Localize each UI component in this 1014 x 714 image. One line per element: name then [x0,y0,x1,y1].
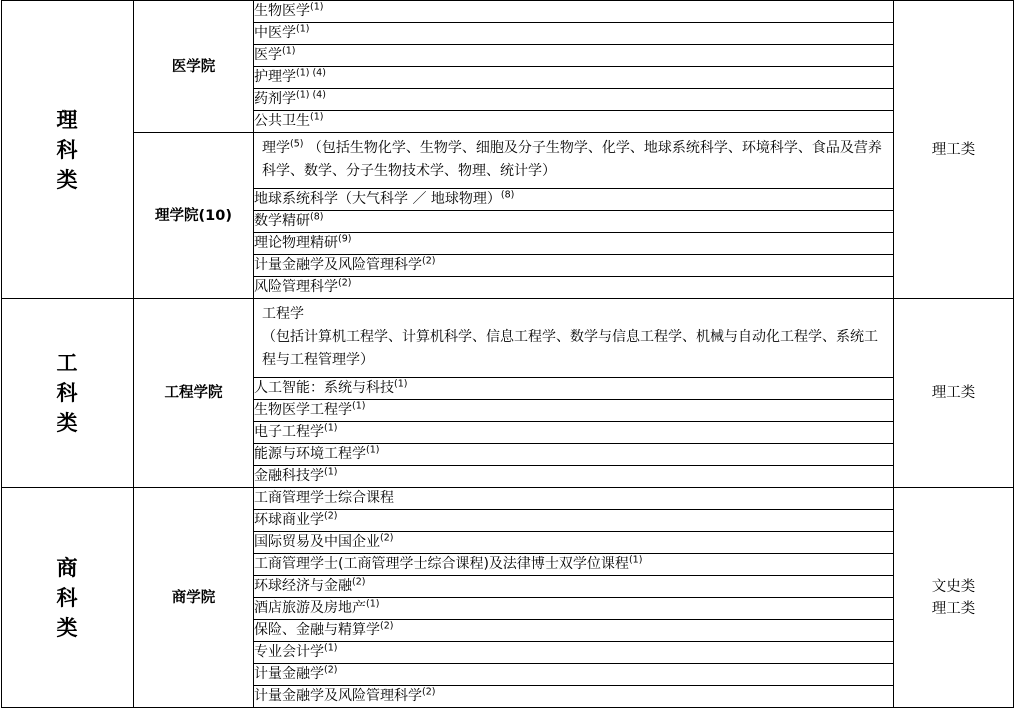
table-row [2,488,1014,510]
program-footnote-marker: (2) [324,510,338,522]
track-label: 文史类 [931,578,976,595]
program-label: 保险、金融与精算学 [254,622,380,638]
program-cell [254,277,894,299]
program-cell [254,576,894,598]
program-footnote-marker: (1) [366,444,380,456]
program-label: 能源与环境工程学 [254,446,366,462]
program-label: 环球商业学 [254,512,324,528]
program-footnote-marker: (2) [422,255,436,267]
program-label: 国际贸易及中国企业 [254,534,380,550]
program-label: 人工智能：系统与科技 [254,380,394,396]
program-cell [254,233,894,255]
program-footnote-marker: (2) [324,664,338,676]
program-cell [254,378,894,400]
program-cell [254,111,894,133]
program-label: 生物医学 [254,3,310,19]
category-cell [2,1,134,299]
category-cell [2,299,134,488]
program-footnote-marker: (1) [324,466,338,478]
category-label: 工科类 [56,351,79,435]
program-cell [254,299,894,378]
program-label: 生物医学工程学 [254,402,352,418]
table-row [2,133,1014,189]
program-footnote-marker: (1) [324,642,338,654]
program-footnote-marker: (2) [422,686,436,698]
school-label: 工程学院 [164,385,223,401]
program-label: 计量金融学 [254,666,324,682]
program-label: 地球系统科学（大气科学 ／ 地球物理） [254,191,501,207]
program-footnote-marker: (8) [310,211,324,223]
table-row [2,1,1014,23]
track-cell [894,299,1014,488]
school-cell [134,1,254,133]
track-cell [894,1,1014,299]
school-footnote-marker: (10) [198,207,232,224]
program-cell [254,23,894,45]
program-footnote-marker: (1) [310,111,324,123]
program-label: 数学精研 [254,213,310,229]
program-cell [254,664,894,686]
program-label: 电子工程学 [254,424,324,440]
track-label: 理工类 [931,385,976,401]
table-body [2,1,1014,708]
program-footnote-marker: (2) [380,620,394,632]
program-label: 药剂学 [254,91,296,107]
program-footnote-marker: (8) [500,189,515,201]
program-cell [254,642,894,664]
program-cell [254,189,894,211]
school-label: 医学院 [171,58,216,75]
program-footnote-marker: (2) [380,532,394,544]
program-cell [254,422,894,444]
program-label: 环球经济与金融 [254,578,352,594]
track-cell [894,488,1014,708]
program-cell [254,400,894,422]
school-cell [134,299,254,488]
program-footnote-marker: (2) [352,576,366,588]
program-footnote-marker: (2) [338,277,352,289]
program-cell [254,67,894,89]
program-footnote-marker: (1) [394,378,408,390]
program-cell [254,89,894,111]
track-label: 理工类 [931,141,976,158]
category-label: 理科类 [56,107,79,192]
program-cell [254,510,894,532]
school-cell [134,133,254,299]
program-cell [254,532,894,554]
school-label: 理学院 [155,207,199,224]
program-label: 风险管理科学 [254,279,338,295]
program-cell [254,466,894,488]
program-label: 计量金融学及风险管理科学 [254,688,422,704]
program-cell [254,620,894,642]
program-cell [254,488,894,510]
program-footnote-marker: (1) [628,554,643,566]
school-label: 商学院 [171,589,216,606]
category-cell [2,488,134,708]
program-cell [254,598,894,620]
program-footnote-marker: (1) (4) [296,89,326,101]
program-cell [254,45,894,67]
program-cell [254,1,894,23]
category-label: 商科类 [56,555,79,640]
program-footnote-marker: (1) [324,422,338,434]
program-label: 专业会计学 [254,644,324,660]
program-cell [254,444,894,466]
program-label: 金融科技学 [254,468,324,484]
program-label: 酒店旅游及房地产 [254,600,366,616]
program-label: 工商管理学士综合课程 [254,490,394,506]
program-category-table [1,0,1014,708]
program-label: 理学$^{(5)}$ （包括生物化学、生物学、细胞及分子生物学、化学、地球系统科学、环境科学、食品及营养科学、数学、分子生物技术学、物理、统计学） [262,138,882,179]
track-label: 理工类 [931,600,976,617]
table-row [2,299,1014,378]
program-label: 公共卫生 [254,113,310,129]
program-label: 理论物理精研 [254,235,338,251]
program-footnote-marker: (1) [352,400,366,412]
program-label: 护理学 [254,69,296,85]
program-footnote-marker: (1) [296,23,310,35]
program-cell [254,686,894,708]
program-label: 工商管理学士(工商管理学士综合课程)及法律博士双学位课程 [254,556,629,572]
program-footnote-marker: (1) [366,598,380,610]
program-footnote-marker: (1) [310,1,324,13]
program-cell [254,554,894,576]
program-label: 计量金融学及风险管理科学 [254,257,422,273]
program-footnote-marker: (1) [282,45,296,57]
program-cell [254,211,894,233]
program-footnote-marker: (1) (4) [296,67,326,79]
program-label: 工程学 （包括计算机工程学、计算机科学、信息工程学、数学与信息工程学、机械与自动化工程学、系统工程与工程管理学） [262,306,878,368]
school-cell [134,488,254,708]
program-cell [254,255,894,277]
program-label: 医学 [254,47,282,63]
program-footnote-marker: (9) [338,233,352,245]
program-label: 中医学 [254,25,296,41]
program-cell [254,133,894,189]
